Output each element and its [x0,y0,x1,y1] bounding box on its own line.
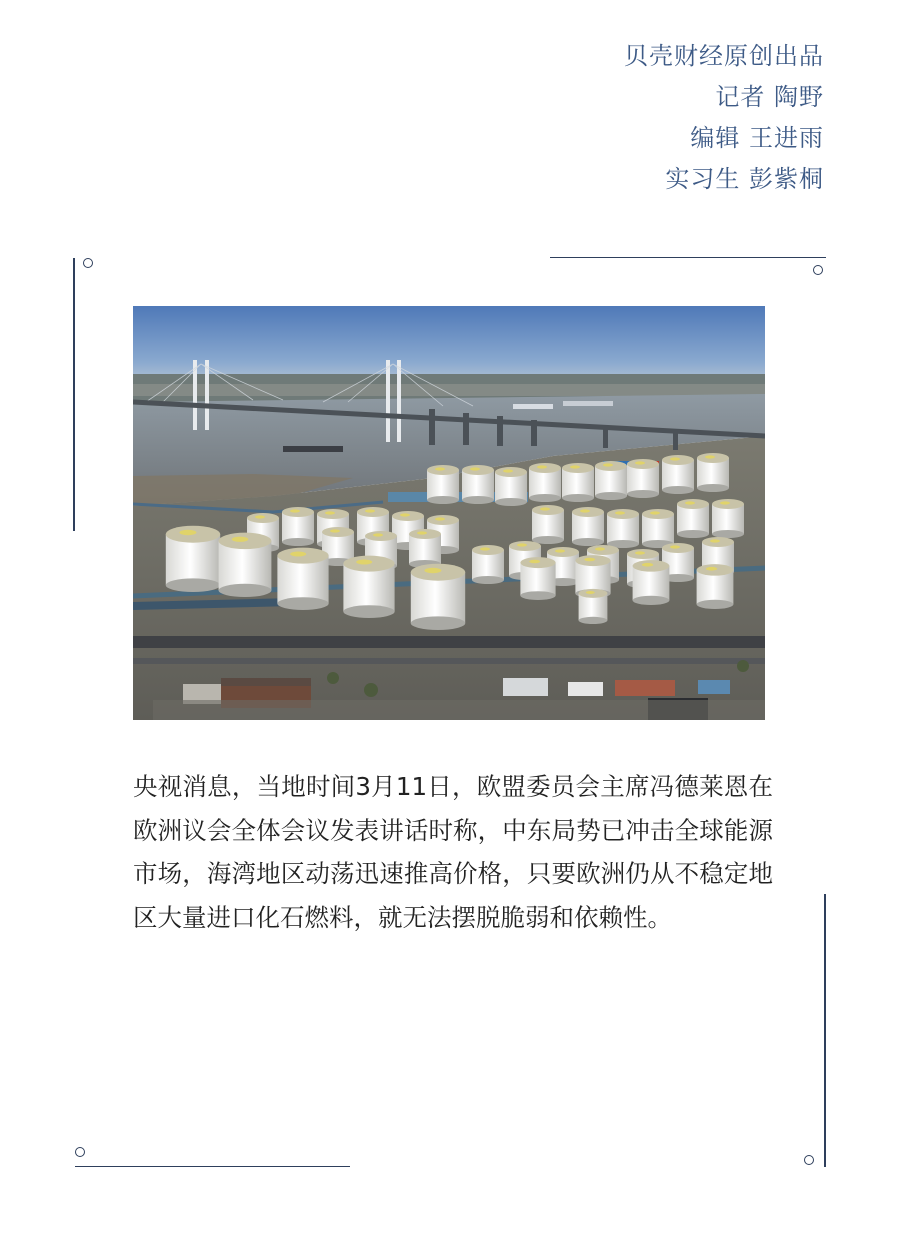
frame-left-line [73,258,75,531]
frame-top-line [550,257,826,258]
frame-bottom-line [75,1166,350,1167]
byline-editor: 编辑 王进雨 [690,124,824,152]
byline-intern: 实习生 彭紫桐 [665,165,824,193]
frame-right-line [824,894,826,1167]
oil-storage-terminal-photo [133,306,765,720]
frame-bottom-left-circle [75,1147,85,1157]
byline [624,36,824,200]
byline-reporter: 记者 陶野 [715,83,824,111]
frame-top-right-circle [813,265,823,275]
byline-source: 贝壳财经原创出品 [624,42,824,70]
frame-top-left-circle [83,258,93,268]
article-paragraph: 央视消息，当地时间3月11日，欧盟委员会主席冯德莱恩在欧洲议会全体会议发表讲话时称，中东局势已冲击全球能源市场，海湾地区动荡迅速推高价格，只要欧洲仍从不稳定地区大量进口化石燃料，就无法摆脱脆弱和依赖性。 [133,772,773,932]
frame-bottom-right-circle [804,1155,814,1165]
